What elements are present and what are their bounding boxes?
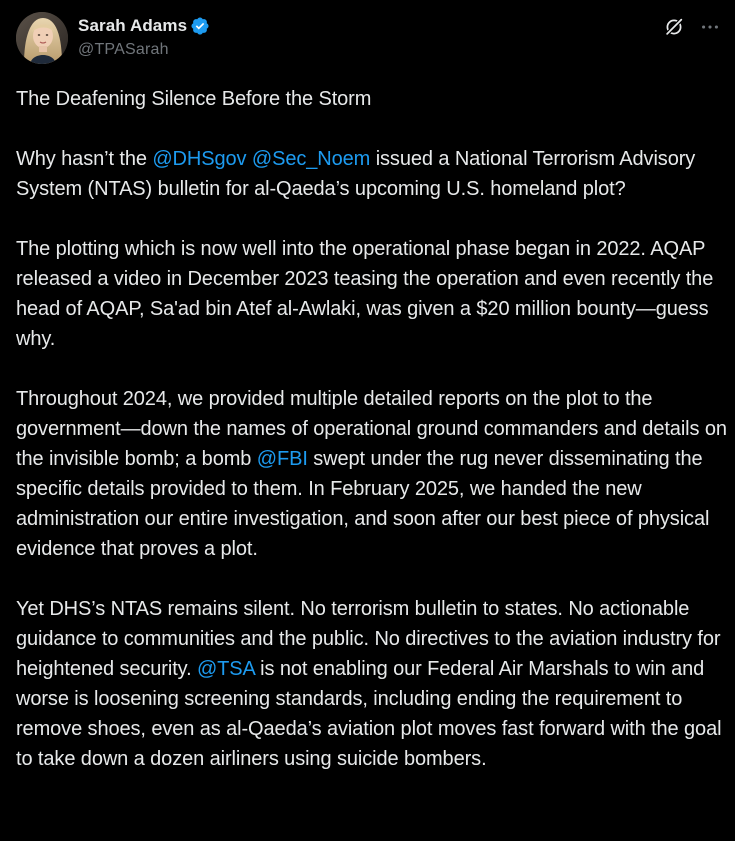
avatar-photo-icon (16, 12, 68, 64)
name-row (78, 14, 210, 38)
author-handle[interactable]: @TPASarah (78, 41, 169, 58)
verified-badge-icon[interactable] (190, 16, 210, 36)
post-paragraph-4 (16, 594, 728, 774)
text-span: Throughout 2024, we provided multiple detailed reports on the plot to the government—down the names of operational ground commanders and details on the invisible bomb; a bomb (16, 388, 727, 470)
more-dots-icon[interactable] (699, 16, 721, 38)
mention-fbi[interactable]: @FBI (256, 448, 308, 470)
text-span: swept under the rug never disseminating the specific details provided to them. In February 2025, we handed the new administration our entire investigation, and soon after our best piece of physical evidence that proves a plot. (16, 448, 710, 560)
text-span: Why hasn’t the (16, 148, 153, 170)
grok-slash-icon[interactable] (663, 16, 685, 38)
author-display-name[interactable]: Sarah Adams (78, 16, 188, 35)
post-paragraph-2: The plotting which is now well into the operational phase began in 2022. AQAP released a video in December 2023 teasing the operation and even recently the head of AQAP, Sa'ad bin Atef al-Awlaki, was given a $20 million bounty—guess why. (16, 238, 714, 350)
author-names (78, 14, 210, 59)
post-paragraph-3 (16, 384, 728, 564)
post-body (16, 84, 728, 804)
avatar[interactable] (16, 12, 68, 64)
mention-tsa[interactable]: @TSA (196, 658, 255, 680)
post-title: The Deafening Silence Before the Storm (16, 88, 372, 110)
post-paragraph-1 (16, 144, 728, 204)
text-span: is not enabling our Federal Air Marshals to win and worse is loosening screening standards, including ending the requirement to remove shoes, even as al-Qaeda’s aviation plot moves fast forward with the goal to take down a dozen airliners using suicide bombers. (16, 658, 722, 770)
text-span: Yet DHS’s NTAS remains silent. No terrorism bulletin to states. No actionable guidance to communities and the public. No directives to the aviation industry for heightened security. (16, 598, 721, 680)
mention-sec-noem[interactable]: @Sec_Noem (251, 148, 371, 170)
post-top-actions (663, 16, 721, 38)
mention-dhsgov[interactable]: @DHSgov (152, 148, 247, 170)
post-header (16, 12, 210, 68)
text-span: issued a National Terrorism Advisory System (NTAS) bulletin for al-Qaeda’s upcoming U.S. homeland plot? (16, 148, 696, 200)
